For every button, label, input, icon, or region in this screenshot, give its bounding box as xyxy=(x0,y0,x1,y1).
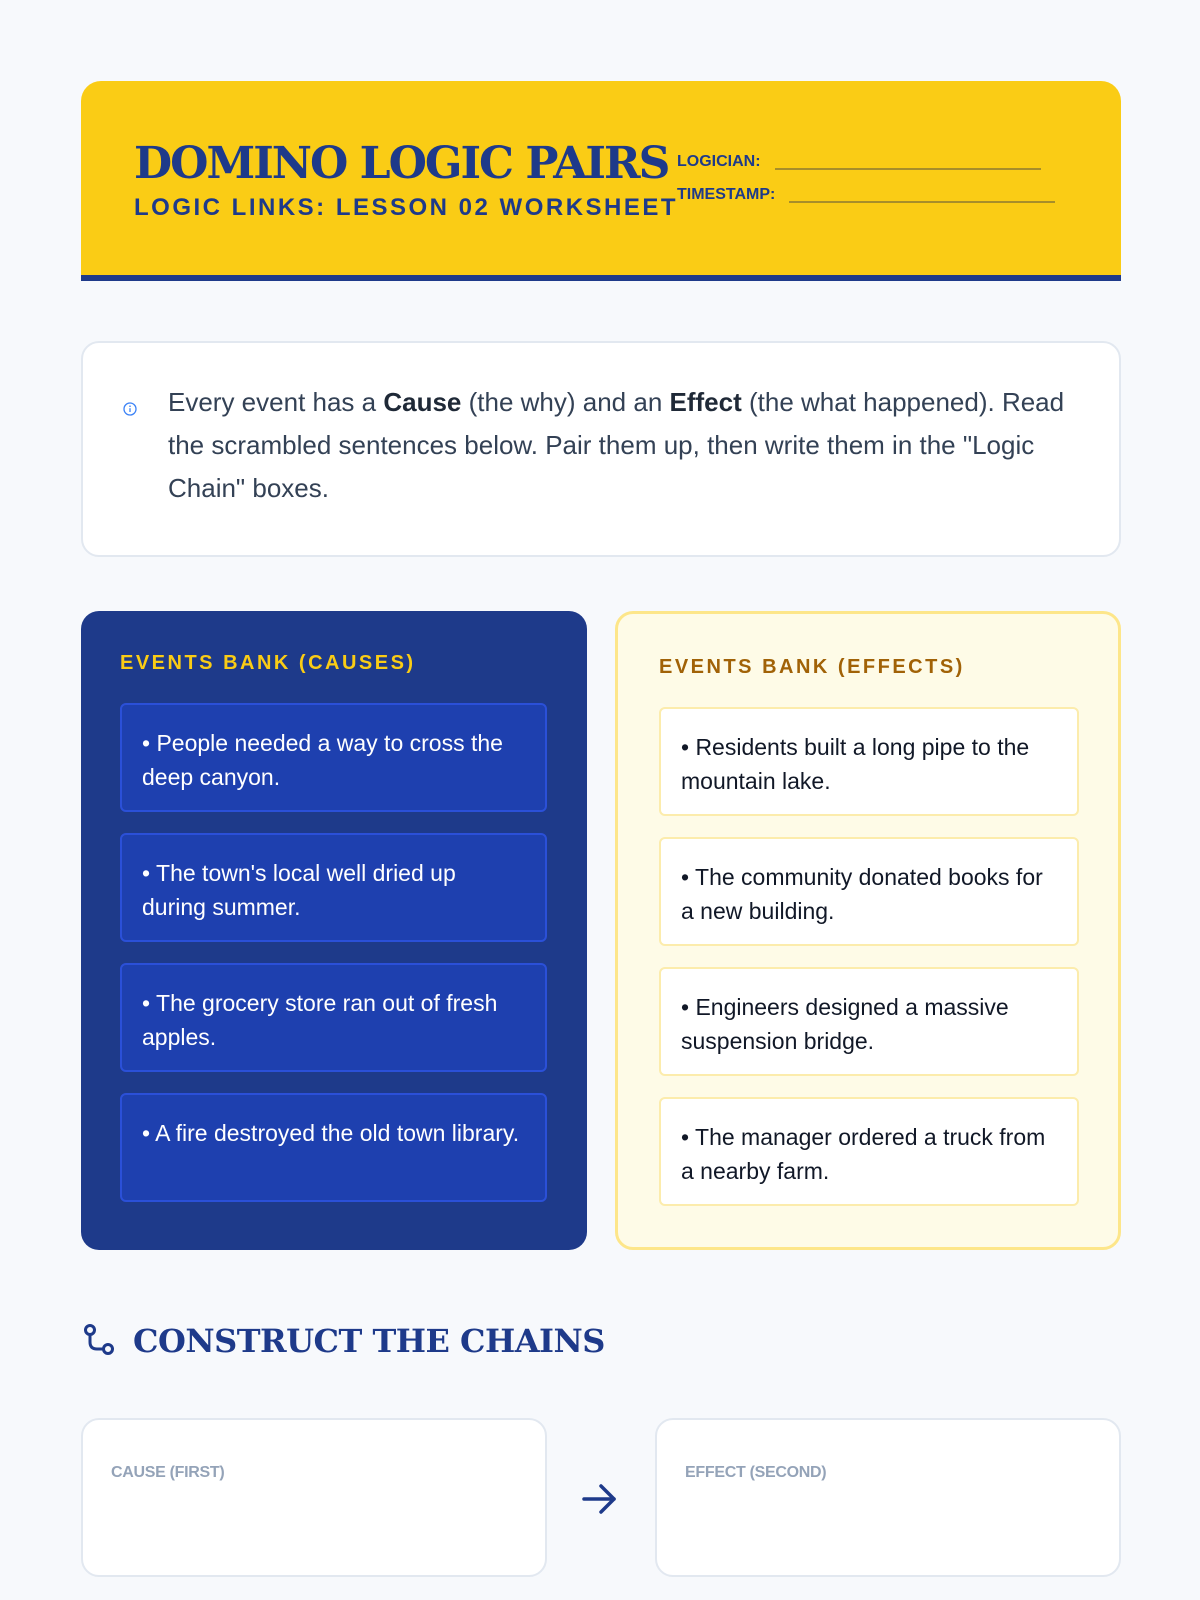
cause-chain-box[interactable] xyxy=(81,1418,547,1577)
page-subtitle: LOGIC LINKS: LESSON 02 WORKSHEET xyxy=(134,194,679,221)
cause-chain-label: CAUSE (FIRST) xyxy=(111,1464,225,1481)
worksheet-header xyxy=(81,81,1121,281)
logician-line[interactable] xyxy=(775,168,1041,170)
cause-item: • The grocery store ran out of fresh apples. xyxy=(120,963,547,1072)
logician-label: LOGICIAN: xyxy=(677,153,761,170)
effects-bank xyxy=(615,611,1121,1250)
causes-bank xyxy=(81,611,587,1250)
effect-item: • The community donated books for a new building. xyxy=(659,837,1079,946)
branch-icon xyxy=(81,1322,117,1358)
timestamp-label: TIMESTAMP: xyxy=(677,186,776,203)
causes-list xyxy=(120,703,547,1223)
instructions-part-3: (the what happened). Read the scrambled sentences below. Pair them up, then write them in the "Logic Chain" boxes. xyxy=(168,387,1065,503)
effect-chain-label: EFFECT (SECOND) xyxy=(685,1464,827,1481)
cause-item: • The town's local well dried up during summer. xyxy=(120,833,547,942)
instructions-part-2: (the why) and an xyxy=(461,387,670,417)
timestamp-line[interactable] xyxy=(789,201,1055,203)
effect-item: • Residents built a long pipe to the mountain lake. xyxy=(659,707,1079,816)
info-icon xyxy=(123,402,137,416)
cause-item: • People needed a way to cross the deep canyon. xyxy=(120,703,547,812)
effects-list xyxy=(659,707,1079,1227)
timestamp-field xyxy=(677,186,1055,204)
arrow-right-icon xyxy=(580,1479,620,1519)
logician-field xyxy=(677,153,1041,171)
effect-keyword: Effect xyxy=(669,387,742,417)
effect-item: • The manager ordered a truck from a nearby farm. xyxy=(659,1097,1079,1206)
effect-chain-box[interactable] xyxy=(655,1418,1121,1577)
page-title: DOMINO LOGIC PAIRS xyxy=(134,138,669,189)
instructions-box xyxy=(81,341,1121,557)
section-title: CONSTRUCT THE CHAINS xyxy=(133,1322,605,1360)
instructions-text xyxy=(168,381,1078,510)
cause-item: • A fire destroyed the old town library. xyxy=(120,1093,547,1202)
effects-bank-title: EVENTS BANK (EFFECTS) xyxy=(659,656,965,678)
causes-bank-title: EVENTS BANK (CAUSES) xyxy=(120,652,416,674)
instructions-part-1: Every event has a xyxy=(168,387,384,417)
cause-keyword: Cause xyxy=(383,387,462,417)
effect-item: • Engineers designed a massive suspension bridge. xyxy=(659,967,1079,1076)
